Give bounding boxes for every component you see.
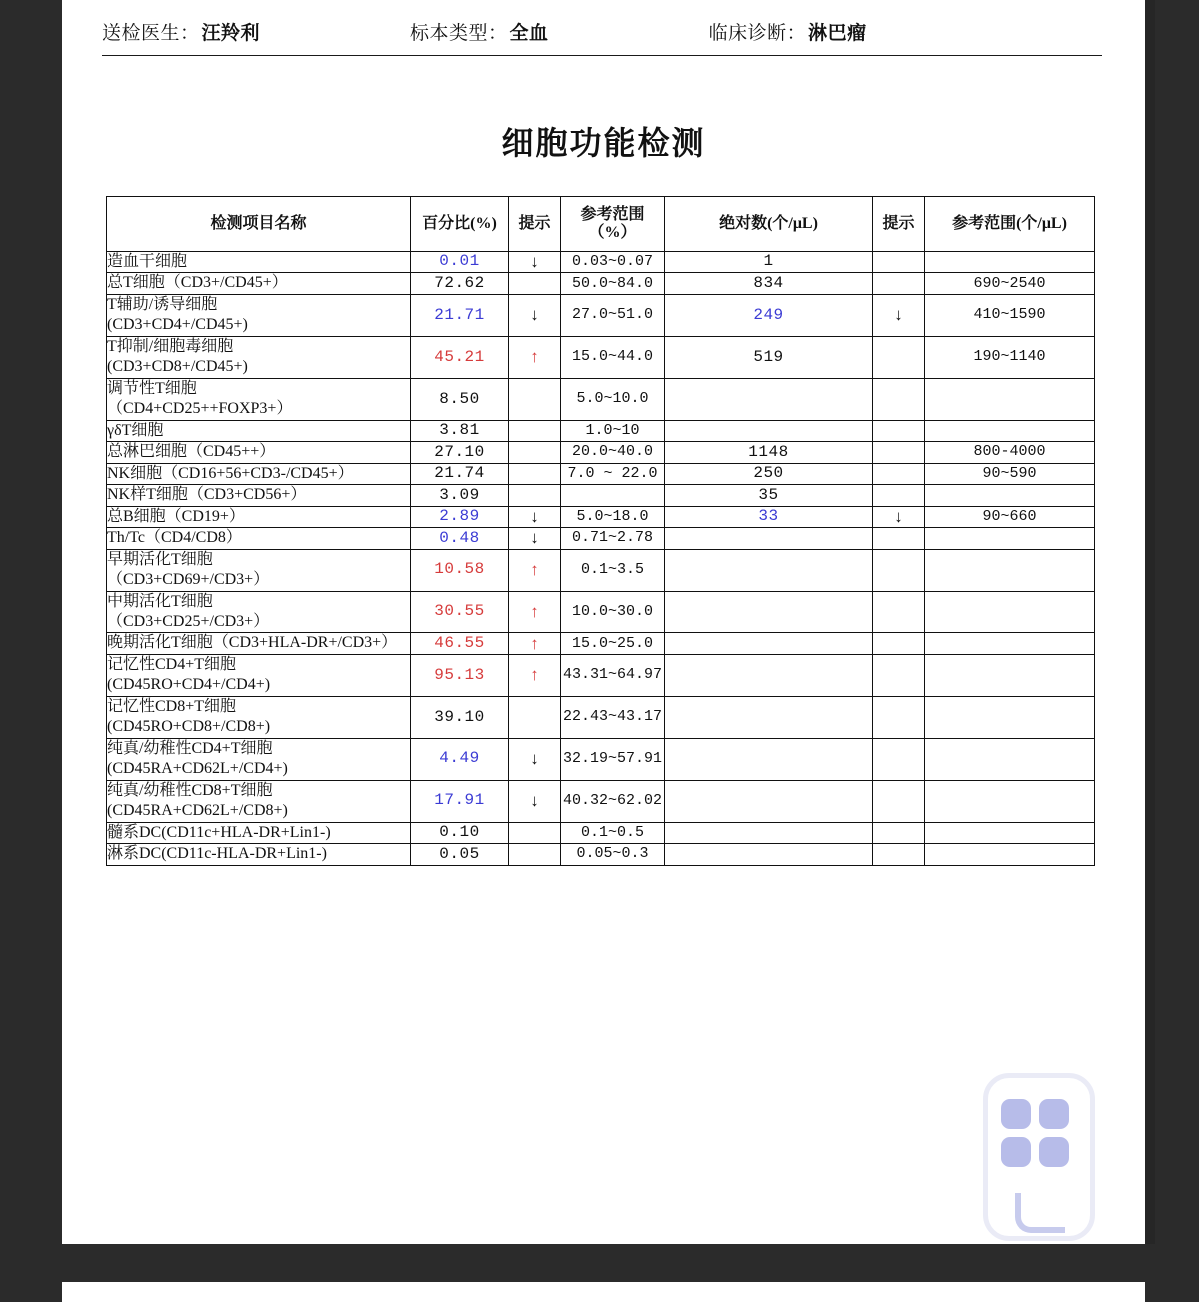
table-row — [107, 273, 1095, 294]
cell-absolute-value — [665, 378, 873, 420]
col-percent: 百分比(%) — [411, 197, 509, 252]
cell-absolute-value — [665, 420, 873, 441]
cell-percent-flag — [509, 378, 561, 420]
watermark-logo — [977, 1073, 1107, 1248]
page-edge-shadow — [1145, 0, 1155, 1244]
diagnosis-field — [709, 18, 867, 45]
cell-percent-flag: ↓ — [509, 252, 561, 273]
cell-percent-value: 45.21 — [411, 336, 509, 378]
cell-percent-reference: 7.0 ~ 22.0 — [561, 463, 665, 484]
cell-test-name: 淋系DC(CD11c-HLA-DR+Lin1-) — [107, 844, 411, 865]
col-ref-percent: 参考范围（%） — [561, 197, 665, 252]
doctor-field — [102, 18, 260, 45]
cell-percent-flag: ↑ — [509, 654, 561, 696]
table-row — [107, 738, 1095, 780]
cell-percent-value: 21.71 — [411, 294, 509, 336]
cell-percent-flag: ↓ — [509, 294, 561, 336]
cell-percent-value: 17.91 — [411, 780, 509, 822]
col-ref-absolute: 参考范围(个/μL) — [925, 197, 1095, 252]
cell-percent-value: 0.10 — [411, 822, 509, 843]
col-flag-percent: 提示 — [509, 197, 561, 252]
cell-test-name: 造血干细胞 — [107, 252, 411, 273]
cell-absolute-value: 1148 — [665, 442, 873, 463]
cell-absolute-reference — [925, 378, 1095, 420]
cell-percent-value: 0.05 — [411, 844, 509, 865]
cell-absolute-flag — [873, 463, 925, 484]
cell-test-name: NK样T细胞（CD3+CD56+） — [107, 485, 411, 506]
cell-percent-flag: ↓ — [509, 506, 561, 527]
cell-test-name: 调节性T细胞 （CD4+CD25++FOXP3+） — [107, 378, 411, 420]
table-row — [107, 506, 1095, 527]
cell-test-name: 记忆性CD8+T细胞 (CD45RO+CD8+/CD8+) — [107, 696, 411, 738]
cell-test-name: γδT细胞 — [107, 420, 411, 441]
cell-absolute-value — [665, 738, 873, 780]
cell-percent-flag — [509, 485, 561, 506]
doctor-value: 汪羚利 — [201, 22, 261, 44]
cell-percent-reference: 1.0~10 — [561, 420, 665, 441]
cell-percent-flag: ↑ — [509, 549, 561, 591]
cell-percent-value: 8.50 — [411, 378, 509, 420]
cell-percent-value: 3.81 — [411, 420, 509, 441]
cell-absolute-reference — [925, 485, 1095, 506]
cell-percent-reference: 15.0~44.0 — [561, 336, 665, 378]
cell-absolute-flag: ↓ — [873, 506, 925, 527]
cell-absolute-reference: 800-4000 — [925, 442, 1095, 463]
cell-absolute-flag — [873, 549, 925, 591]
cell-percent-reference: 0.71~2.78 — [561, 528, 665, 549]
next-page-sliver — [62, 1282, 1145, 1302]
table-row — [107, 696, 1095, 738]
cell-test-name: T抑制/细胞毒细胞 (CD3+CD8+/CD45+) — [107, 336, 411, 378]
cell-absolute-value: 519 — [665, 336, 873, 378]
report-header — [102, 12, 1102, 56]
sample-type-field — [410, 18, 549, 45]
col-absolute: 绝对数(个/μL) — [665, 197, 873, 252]
cell-absolute-flag — [873, 654, 925, 696]
cell-absolute-flag — [873, 696, 925, 738]
test-results-table — [106, 196, 1095, 866]
table-row — [107, 378, 1095, 420]
table-row — [107, 822, 1095, 843]
cell-percent-reference: 43.31~64.97 — [561, 654, 665, 696]
cell-absolute-reference — [925, 633, 1095, 654]
cell-absolute-flag — [873, 336, 925, 378]
cell-absolute-value: 249 — [665, 294, 873, 336]
col-flag-absolute: 提示 — [873, 197, 925, 252]
table-row — [107, 844, 1095, 865]
cell-absolute-value: 33 — [665, 506, 873, 527]
table-body — [107, 252, 1095, 866]
cell-absolute-value — [665, 822, 873, 843]
cell-absolute-reference — [925, 696, 1095, 738]
cell-absolute-reference: 190~1140 — [925, 336, 1095, 378]
cell-percent-flag — [509, 442, 561, 463]
cell-absolute-flag — [873, 528, 925, 549]
cell-percent-value: 46.55 — [411, 633, 509, 654]
doctor-label: 送检医生： — [102, 22, 200, 44]
cell-absolute-flag — [873, 633, 925, 654]
table-row — [107, 294, 1095, 336]
cell-absolute-flag — [873, 273, 925, 294]
cell-percent-value: 0.01 — [411, 252, 509, 273]
cell-absolute-value: 834 — [665, 273, 873, 294]
cell-test-name: NK细胞（CD16+56+CD3-/CD45+） — [107, 463, 411, 484]
cell-absolute-value — [665, 844, 873, 865]
cell-absolute-flag: ↓ — [873, 294, 925, 336]
table-row — [107, 485, 1095, 506]
table-row — [107, 591, 1095, 633]
cell-absolute-flag — [873, 822, 925, 843]
cell-absolute-reference — [925, 549, 1095, 591]
cell-test-name: T辅助/诱导细胞 (CD3+CD4+/CD45+) — [107, 294, 411, 336]
cell-percent-value: 72.62 — [411, 273, 509, 294]
cell-percent-value: 21.74 — [411, 463, 509, 484]
cell-percent-flag: ↓ — [509, 738, 561, 780]
cell-percent-flag: ↓ — [509, 780, 561, 822]
cell-absolute-value — [665, 549, 873, 591]
cell-percent-reference: 27.0~51.0 — [561, 294, 665, 336]
cell-percent-value: 27.10 — [411, 442, 509, 463]
cell-percent-flag — [509, 463, 561, 484]
cell-percent-value: 2.89 — [411, 506, 509, 527]
cell-percent-reference: 15.0~25.0 — [561, 633, 665, 654]
cell-absolute-reference — [925, 844, 1095, 865]
cell-percent-flag — [509, 844, 561, 865]
report-page — [62, 0, 1145, 1244]
cell-percent-flag: ↓ — [509, 528, 561, 549]
cell-absolute-reference — [925, 420, 1095, 441]
cell-percent-value: 10.58 — [411, 549, 509, 591]
cell-percent-value: 4.49 — [411, 738, 509, 780]
cell-test-name: Th/Tc（CD4/CD8） — [107, 528, 411, 549]
cell-percent-reference — [561, 485, 665, 506]
cell-percent-reference: 20.0~40.0 — [561, 442, 665, 463]
cell-absolute-flag — [873, 252, 925, 273]
cell-absolute-value — [665, 780, 873, 822]
cell-absolute-reference: 90~590 — [925, 463, 1095, 484]
cell-percent-reference: 22.43~43.17 — [561, 696, 665, 738]
cell-test-name: 总T细胞（CD3+/CD45+） — [107, 273, 411, 294]
table-row — [107, 420, 1095, 441]
cell-absolute-flag — [873, 420, 925, 441]
table-row — [107, 336, 1095, 378]
table-row — [107, 780, 1095, 822]
cell-absolute-flag — [873, 738, 925, 780]
table-row — [107, 442, 1095, 463]
cell-percent-flag: ↑ — [509, 591, 561, 633]
cell-percent-flag — [509, 420, 561, 441]
cell-percent-reference: 0.1~3.5 — [561, 549, 665, 591]
cell-absolute-value — [665, 654, 873, 696]
table-row — [107, 463, 1095, 484]
cell-absolute-reference — [925, 780, 1095, 822]
col-name: 检测项目名称 — [107, 197, 411, 252]
cell-test-name: 总淋巴细胞（CD45++） — [107, 442, 411, 463]
cell-percent-value: 95.13 — [411, 654, 509, 696]
cell-percent-flag: ↑ — [509, 633, 561, 654]
cell-test-name: 早期活化T细胞 （CD3+CD69+/CD3+） — [107, 549, 411, 591]
cell-absolute-reference — [925, 252, 1095, 273]
cell-percent-reference: 32.19~57.91 — [561, 738, 665, 780]
cell-absolute-flag — [873, 591, 925, 633]
cell-percent-reference: 40.32~62.02 — [561, 780, 665, 822]
table-row — [107, 633, 1095, 654]
cell-percent-reference: 0.05~0.3 — [561, 844, 665, 865]
cell-absolute-flag — [873, 844, 925, 865]
cell-percent-reference: 50.0~84.0 — [561, 273, 665, 294]
cell-absolute-reference: 410~1590 — [925, 294, 1095, 336]
cell-percent-value: 3.09 — [411, 485, 509, 506]
cell-test-name: 晚期活化T细胞（CD3+HLA-DR+/CD3+） — [107, 633, 411, 654]
cell-absolute-reference — [925, 654, 1095, 696]
cell-test-name: 记忆性CD4+T细胞 (CD45RO+CD4+/CD4+) — [107, 654, 411, 696]
table-row — [107, 252, 1095, 273]
diagnosis-label: 临床诊断： — [708, 22, 807, 44]
cell-percent-value: 0.48 — [411, 528, 509, 549]
cell-test-name: 髓系DC(CD11c+HLA-DR+Lin1-) — [107, 822, 411, 843]
cell-absolute-value — [665, 528, 873, 549]
cell-absolute-value: 250 — [665, 463, 873, 484]
cell-absolute-value — [665, 633, 873, 654]
cell-percent-reference: 0.1~0.5 — [561, 822, 665, 843]
cell-test-name: 中期活化T细胞 （CD3+CD25+/CD3+） — [107, 591, 411, 633]
cell-percent-value: 39.10 — [411, 696, 509, 738]
cell-absolute-flag — [873, 442, 925, 463]
sample-type-label: 标本类型： — [410, 22, 508, 44]
cell-absolute-reference: 690~2540 — [925, 273, 1095, 294]
table-header-row — [107, 197, 1095, 252]
table-row — [107, 549, 1095, 591]
cell-percent-reference: 0.03~0.07 — [561, 252, 665, 273]
cell-absolute-reference — [925, 528, 1095, 549]
cell-percent-value: 30.55 — [411, 591, 509, 633]
diagnosis-value: 淋巴瘤 — [808, 22, 867, 44]
table-row — [107, 654, 1095, 696]
cell-percent-flag — [509, 273, 561, 294]
cell-percent-flag — [509, 696, 561, 738]
cell-percent-reference: 5.0~18.0 — [561, 506, 665, 527]
cell-absolute-reference: 90~660 — [925, 506, 1095, 527]
cell-test-name: 纯真/幼稚性CD8+T细胞 (CD45RA+CD62L+/CD8+) — [107, 780, 411, 822]
table-row — [107, 528, 1095, 549]
cell-absolute-flag — [873, 485, 925, 506]
cell-absolute-flag — [873, 378, 925, 420]
cell-test-name: 总B细胞（CD19+） — [107, 506, 411, 527]
cell-absolute-value: 1 — [665, 252, 873, 273]
cell-absolute-value — [665, 696, 873, 738]
cell-absolute-reference — [925, 822, 1095, 843]
cell-percent-reference: 5.0~10.0 — [561, 378, 665, 420]
cell-absolute-value: 35 — [665, 485, 873, 506]
cell-test-name: 纯真/幼稚性CD4+T细胞 (CD45RA+CD62L+/CD4+) — [107, 738, 411, 780]
cell-absolute-flag — [873, 780, 925, 822]
page-title: 细胞功能检测 — [501, 125, 706, 161]
cell-absolute-reference — [925, 738, 1095, 780]
cell-absolute-value — [665, 591, 873, 633]
cell-percent-flag — [509, 822, 561, 843]
cell-percent-flag: ↑ — [509, 336, 561, 378]
cell-percent-reference: 10.0~30.0 — [561, 591, 665, 633]
cell-absolute-reference — [925, 591, 1095, 633]
sample-type-value: 全血 — [509, 22, 549, 44]
